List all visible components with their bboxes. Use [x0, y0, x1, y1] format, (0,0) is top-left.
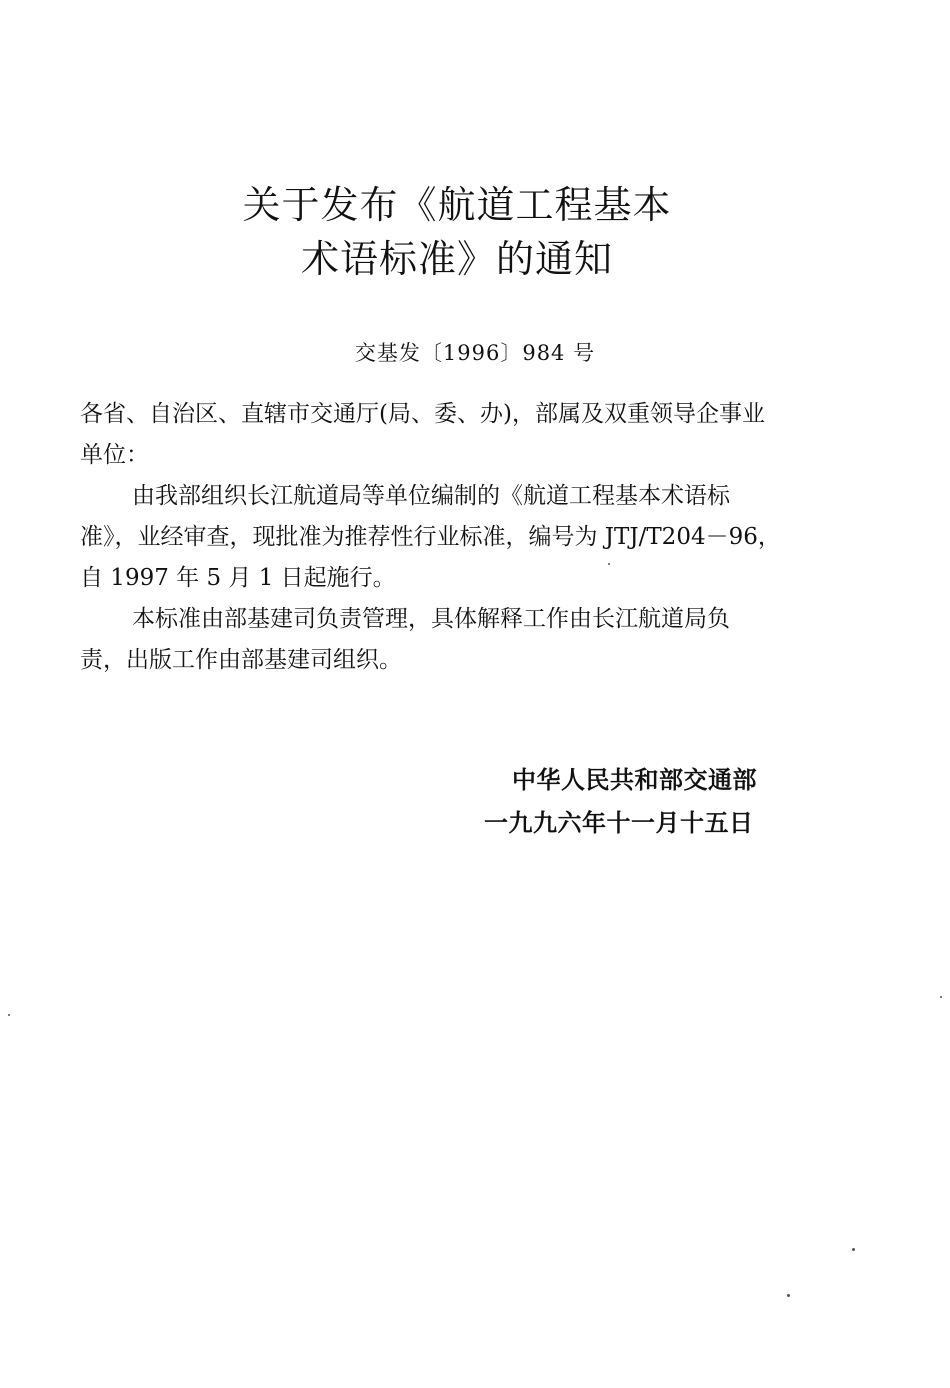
paragraph-approval-line-1: 由我部组织长江航道局等单位编制的《航道工程基本术语标 [132, 483, 730, 509]
document-number: 交基发〔1996〕984 号 [354, 341, 596, 365]
scan-speck [608, 563, 610, 565]
paragraph-approval-line-3: 自 1997 年 5 月 1 日起施行。 [80, 565, 396, 591]
addressee-paragraph [80, 394, 840, 476]
scan-speck [852, 1248, 855, 1251]
addressee-line-1: 各省、自治区、直辖市交通厅(局、委、办)，部属及双重领导企事业 [80, 401, 765, 427]
document-title-line-1: 关于发布《航道工程基本 [242, 183, 672, 227]
signature-organization: 中华人民共和部交通部 [512, 766, 757, 794]
paragraph-management-line-1: 本标准由部基建司负责管理，具体解释工作由长江航道局负 [132, 606, 730, 632]
paragraph-management [80, 599, 840, 681]
scan-speck [787, 1294, 790, 1297]
scan-speck [940, 996, 942, 998]
paragraph-approval-line-2: 准》，业经审查，现批准为推荐性行业标准，编号为 JTJ/T204－96， [80, 524, 781, 550]
paragraph-management-line-2: 责，出版工作由部基建司组织。 [80, 647, 402, 673]
scan-speck [8, 1014, 10, 1016]
signature-date: 一九九六年十一月十五日 [484, 809, 754, 837]
addressee-line-2: 单位： [80, 442, 149, 468]
paragraph-approval [80, 476, 840, 599]
document-title-line-2: 术语标准》的通知 [300, 237, 613, 281]
